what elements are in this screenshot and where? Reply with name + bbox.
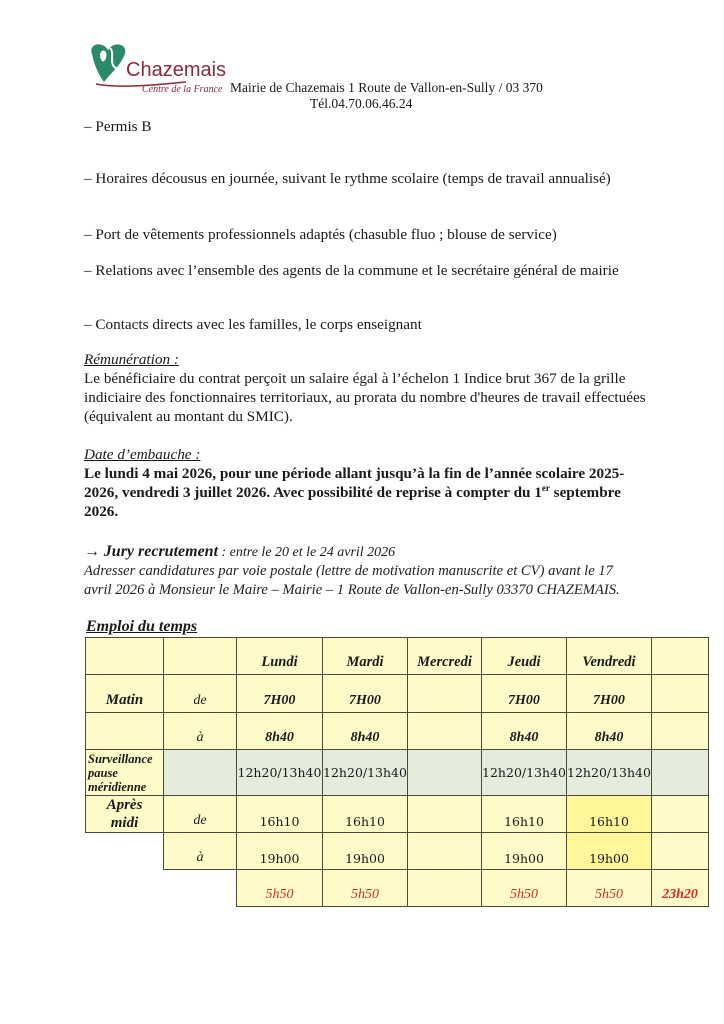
- chazemais-logo: [86, 40, 228, 96]
- apres-a-mercredi: [407, 832, 482, 870]
- matin-a-mercredi: [407, 712, 482, 750]
- day-header-mardi: Mardi: [322, 637, 408, 675]
- jury-instructions: Adresser candidatures par voie postale (lettre de motivation manuscrite et CV) avant le 17 avril 2026 à Monsieur le Maire – Mairie – 1 Route de Vallon-en-Sully 03370 CHAZEMAIS.: [84, 563, 620, 598]
- day-header-lundi: Lundi: [236, 637, 323, 675]
- matin-label: Matin: [85, 674, 164, 713]
- bullet-horaires: – Horaires décousus en journée, suivant le rythme scolaire (temps de travail annualisé): [84, 170, 611, 187]
- surveillance-label-text: Surveillance pause méridienne: [88, 751, 153, 794]
- total-vendredi: 5h50: [566, 869, 652, 907]
- total-jeudi: 5h50: [481, 869, 567, 907]
- apres-de-lundi: 16h10: [236, 795, 323, 833]
- bullet-vetements: – Port de vêtements professionnels adaptés (chasuble fluo ; blouse de service): [84, 226, 557, 243]
- total-lundi: 5h50: [236, 869, 323, 907]
- apres-de-label: de: [163, 795, 237, 833]
- matin-de-mercredi: [407, 674, 482, 713]
- surveillance-total: [651, 749, 709, 796]
- matin-a-mardi: 8h40: [322, 712, 408, 750]
- matin-a-label: à: [163, 712, 237, 750]
- matin-a-total: [651, 712, 709, 750]
- day-header-jeudi: Jeudi: [481, 637, 567, 675]
- header-address: Mairie de Chazemais 1 Route de Vallon-en-Sully / 03 370: [230, 80, 543, 95]
- superscript-er: er: [541, 482, 550, 493]
- apres-a-lundi: 19h00: [236, 832, 323, 870]
- matin-a-vendredi: 8h40: [566, 712, 652, 750]
- apres-midi-label: [85, 795, 164, 833]
- remuneration-title: Rémunération :: [84, 351, 179, 368]
- bullet-relations: – Relations avec l’ensemble des agents de la commune et le secrétaire général de mairie: [84, 262, 619, 279]
- date-embauche-main: Le lundi 4 mai 2026, pour une période allant jusqu’à la fin de l’année scolaire 2025-2026, vendredi 3 juillet 2026. Avec possibilité de reprise à compter du 1: [84, 465, 625, 501]
- date-embauche-end: septembre 2026.: [84, 484, 621, 520]
- total-mardi: 5h50: [322, 869, 408, 907]
- apres-de-mardi: 16h10: [322, 795, 408, 833]
- surveillance-label: [85, 749, 164, 796]
- day-header-vendredi: Vendredi: [566, 637, 652, 675]
- svg-text:Centre de la France: Centre de la France: [142, 84, 223, 95]
- apres-a-mardi: 19h00: [322, 832, 408, 870]
- date-embauche-text: [84, 464, 654, 521]
- matin-de-label: de: [163, 674, 237, 713]
- matin-a-empty: [85, 712, 164, 750]
- surveillance-jeudi: 12h20/13h40: [481, 749, 567, 796]
- apres-a-vendredi: 19h00: [566, 832, 652, 870]
- remuneration-text: Le bénéficiaire du contrat perçoit un salaire égal à l’échelon 1 Indice brut 367 de la grille indiciaire des fonctionnaires territoriaux, au prorata du nombre d'heures de travail effectuées (équivalent au montant du SMIC).: [84, 370, 646, 425]
- apres-midi-label-text: Après midi: [106, 797, 143, 831]
- matin-de-vendredi: 7H00: [566, 674, 652, 713]
- total-mercredi: [407, 869, 482, 907]
- svg-text:Chazemais: Chazemais: [126, 59, 227, 81]
- grand-total: 23h20: [651, 869, 709, 907]
- jury-line: [84, 543, 395, 561]
- header-phone: Tél.04.70.06.46.24: [310, 96, 413, 111]
- surveillance-vendredi: 12h20/13h40: [566, 749, 652, 796]
- logo-heart-icon: [86, 40, 228, 96]
- header-empty-2: [163, 637, 237, 675]
- apres-de-vendredi: 16h10: [566, 795, 652, 833]
- surveillance-mardi: 12h20/13h40: [322, 749, 408, 796]
- matin-de-jeudi: 7H00: [481, 674, 567, 713]
- day-header-mercredi: Mercredi: [407, 637, 482, 675]
- apres-de-mercredi: [407, 795, 482, 833]
- surveillance-empty: [163, 749, 237, 796]
- jury-dates: : entre le 20 et le 24 avril 2026: [218, 545, 396, 560]
- arrow-right-icon: →: [84, 543, 100, 560]
- bullet-contacts: – Contacts directs avec les familles, le corps enseignant: [84, 316, 422, 333]
- header-empty-total: [651, 637, 709, 675]
- matin-a-jeudi: 8h40: [481, 712, 567, 750]
- apres-a-label: à: [163, 832, 237, 870]
- matin-a-lundi: 8h40: [236, 712, 323, 750]
- apres-de-total: [651, 795, 709, 833]
- matin-de-lundi: 7H00: [236, 674, 323, 713]
- header-empty-1: [85, 637, 164, 675]
- schedule-title: Emploi du temps: [86, 618, 198, 635]
- apres-a-jeudi: 19h00: [481, 832, 567, 870]
- matin-de-total: [651, 674, 709, 713]
- surveillance-mercredi: [407, 749, 482, 796]
- date-embauche-title: Date d’embauche :: [84, 446, 201, 463]
- surveillance-lundi: 12h20/13h40: [236, 749, 323, 796]
- matin-de-mardi: 7H00: [322, 674, 408, 713]
- apres-a-total: [651, 832, 709, 870]
- apres-de-jeudi: 16h10: [481, 795, 567, 833]
- jury-label: Jury recrutement: [103, 543, 219, 560]
- bullet-permis: – Permis B: [84, 118, 152, 135]
